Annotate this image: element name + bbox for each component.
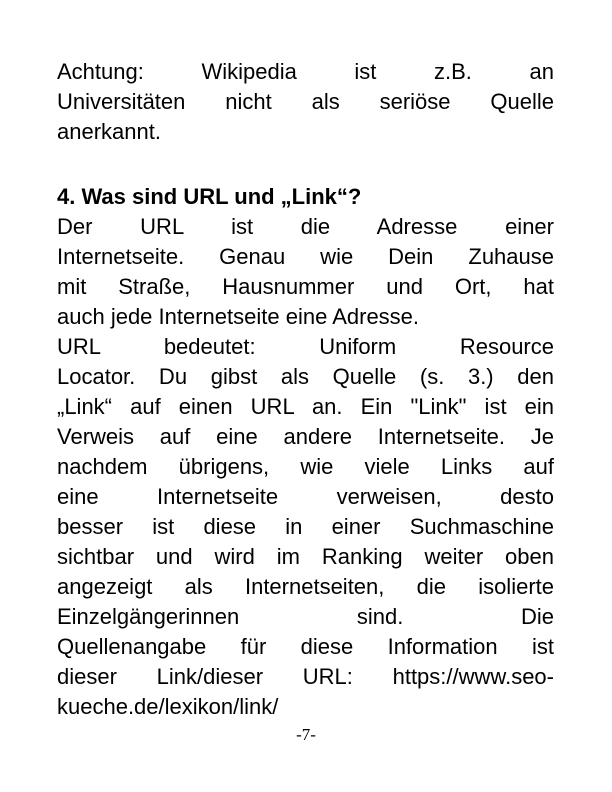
text-line: anerkannt.: [57, 119, 161, 144]
text-line: dieser Link/dieser URL: https://www.seo-: [57, 664, 554, 689]
text-line: nachdem übrigens, wie viele Links auf: [57, 454, 554, 479]
text-line: Universitäten nicht als seriöse Quelle: [57, 89, 554, 114]
text-line: „Link“ auf einen URL an. Ein "Link" ist ein: [57, 394, 554, 419]
text-line: Der URL ist die Adresse einer: [57, 214, 554, 239]
text-line: auch jede Internetseite eine Adresse.: [57, 304, 420, 329]
section-heading: 4. Was sind URL und „Link“?: [57, 184, 362, 209]
text-line: mit Straße, Hausnummer und Ort, hat: [57, 274, 554, 299]
text-line: Achtung: Wikipedia ist z.B. an: [57, 59, 554, 84]
text-line: Einzelgängerinnen sind. Die: [57, 604, 554, 629]
page-number: -7-: [296, 725, 316, 744]
text-line: angezeigt als Internetseiten, die isolierte: [57, 574, 554, 599]
text-line: sichtbar und wird im Ranking weiter oben: [57, 544, 554, 569]
text-line: eine Internetseite verweisen, desto: [57, 484, 554, 509]
text-line: Quellenangabe für diese Information ist: [57, 634, 554, 659]
text-line: Verweis auf eine andere Internetseite. Je: [57, 424, 554, 449]
text-line: Internetseite. Genau wie Dein Zuhause: [57, 244, 554, 269]
text-line: URL bedeutet: Uniform Resource: [57, 334, 554, 359]
text-line: besser ist diese in einer Suchmaschine: [57, 514, 554, 539]
text-line: kueche.de/lexikon/link/: [57, 694, 279, 719]
text-line: Locator. Du gibst als Quelle (s. 3.) den: [57, 364, 554, 389]
